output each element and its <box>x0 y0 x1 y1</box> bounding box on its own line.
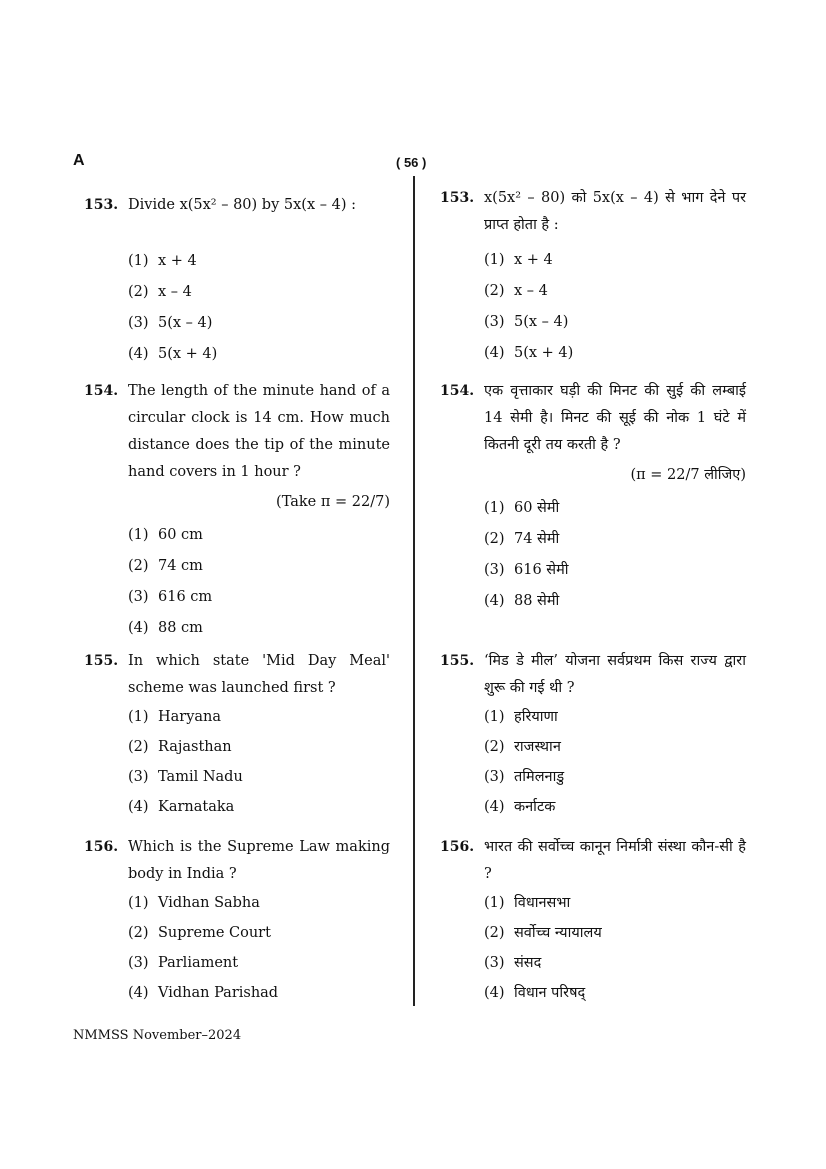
option-1: (1) Haryana <box>128 709 222 725</box>
option-1: (1) x + 4 <box>484 252 553 268</box>
question-number: 156. <box>84 839 119 855</box>
column-divider <box>413 176 415 1006</box>
option-2: (2) Rajasthan <box>128 739 232 755</box>
question-154-hi <box>440 378 746 617</box>
option-2: (2) Supreme Court <box>128 925 271 941</box>
options-list <box>128 520 390 644</box>
question-text: ‘मिड डे मील’ योजना सर्वप्रथम किस राज्य द्वारा शुरू की गई थी ? <box>484 653 746 696</box>
option-2: (2) x – 4 <box>484 283 548 299</box>
set-code: A <box>73 152 85 169</box>
question-153-en <box>84 192 390 370</box>
option-4: (4) 88 सेमी <box>484 593 560 609</box>
option-4: (4) 5(x + 4) <box>128 346 218 362</box>
exam-footer: NMMSS November–2024 <box>73 1028 242 1043</box>
question-155-en <box>84 648 390 822</box>
options-list <box>484 493 746 617</box>
option-3: (3) तमिलनाडु <box>484 769 565 785</box>
option-2: (2) x – 4 <box>128 284 192 300</box>
option-2: (2) सर्वोच्च न्यायालय <box>484 925 602 941</box>
question-text: In which state 'Mid Day Meal' scheme was launched first ? <box>128 653 390 696</box>
option-3: (3) 616 cm <box>128 589 213 605</box>
question-text: Which is the Supreme Law making body in India ? <box>128 839 390 882</box>
options-list <box>128 888 390 1008</box>
question-text: The length of the minute hand of a circular clock is 14 cm. How much distance does the tip of the minute hand covers in 1 hour ? <box>128 383 390 480</box>
page-number: ( 56 ) <box>396 155 427 170</box>
option-1: (1) विधानसभा <box>484 895 571 911</box>
options-list <box>484 702 746 822</box>
options-list <box>484 245 746 369</box>
option-2: (2) 74 cm <box>128 558 203 574</box>
question-number: 153. <box>84 197 119 213</box>
question-number: 155. <box>440 653 475 669</box>
option-1: (1) हरियाणा <box>484 709 558 725</box>
question-153-hi <box>440 185 746 369</box>
option-4: (4) 88 cm <box>128 620 203 636</box>
option-4: (4) 5(x + 4) <box>484 345 574 361</box>
question-155-hi <box>440 648 746 822</box>
question-154-en <box>84 378 390 644</box>
option-4: (4) Vidhan Parishad <box>128 985 279 1001</box>
option-4: (4) Karnataka <box>128 799 235 815</box>
option-3: (3) 5(x – 4) <box>484 314 569 330</box>
question-number: 154. <box>84 383 119 399</box>
question-number: 155. <box>84 653 119 669</box>
option-1: (1) 60 सेमी <box>484 500 560 516</box>
option-2: (2) राजस्थान <box>484 739 561 755</box>
question-number: 156. <box>440 839 475 855</box>
question-note: (Take π = 22/7) <box>276 494 390 510</box>
options-list <box>128 702 390 822</box>
option-3: (3) Tamil Nadu <box>128 769 243 785</box>
option-4: (4) कर्नाटक <box>484 799 556 815</box>
option-4: (4) विधान परिषद् <box>484 985 586 1001</box>
question-note: (π = 22/7 लीजिए) <box>630 467 746 483</box>
option-1: (1) 60 cm <box>128 527 203 543</box>
option-3: (3) 5(x – 4) <box>128 315 213 331</box>
option-3: (3) 616 सेमी <box>484 562 569 578</box>
option-1: (1) Vidhan Sabha <box>128 895 260 911</box>
options-list <box>484 888 746 1008</box>
question-156-hi <box>440 834 746 1008</box>
question-number: 153. <box>440 190 475 206</box>
option-2: (2) 74 सेमी <box>484 531 560 547</box>
question-number: 154. <box>440 383 475 399</box>
question-text: Divide x(5x² – 80) by 5x(x – 4) : <box>128 197 356 213</box>
question-text: एक वृत्ताकार घड़ी की मिनट की सुई की लम्बाई 14 सेमी है। मिनट की सूई की नोक 1 घंटे में कितनी दूरी तय करती है ? <box>484 383 746 453</box>
question-text: भारत की सर्वोच्च कानून निर्मात्री संस्था कौन-सी है ? <box>484 839 746 882</box>
question-156-en <box>84 834 390 1008</box>
options-list <box>128 246 390 370</box>
option-3: (3) संसद <box>484 955 542 971</box>
question-text: x(5x² – 80) को 5x(x – 4) से भाग देने पर प्राप्त होता है : <box>484 190 746 233</box>
option-3: (3) Parliament <box>128 955 239 971</box>
option-1: (1) x + 4 <box>128 253 197 269</box>
